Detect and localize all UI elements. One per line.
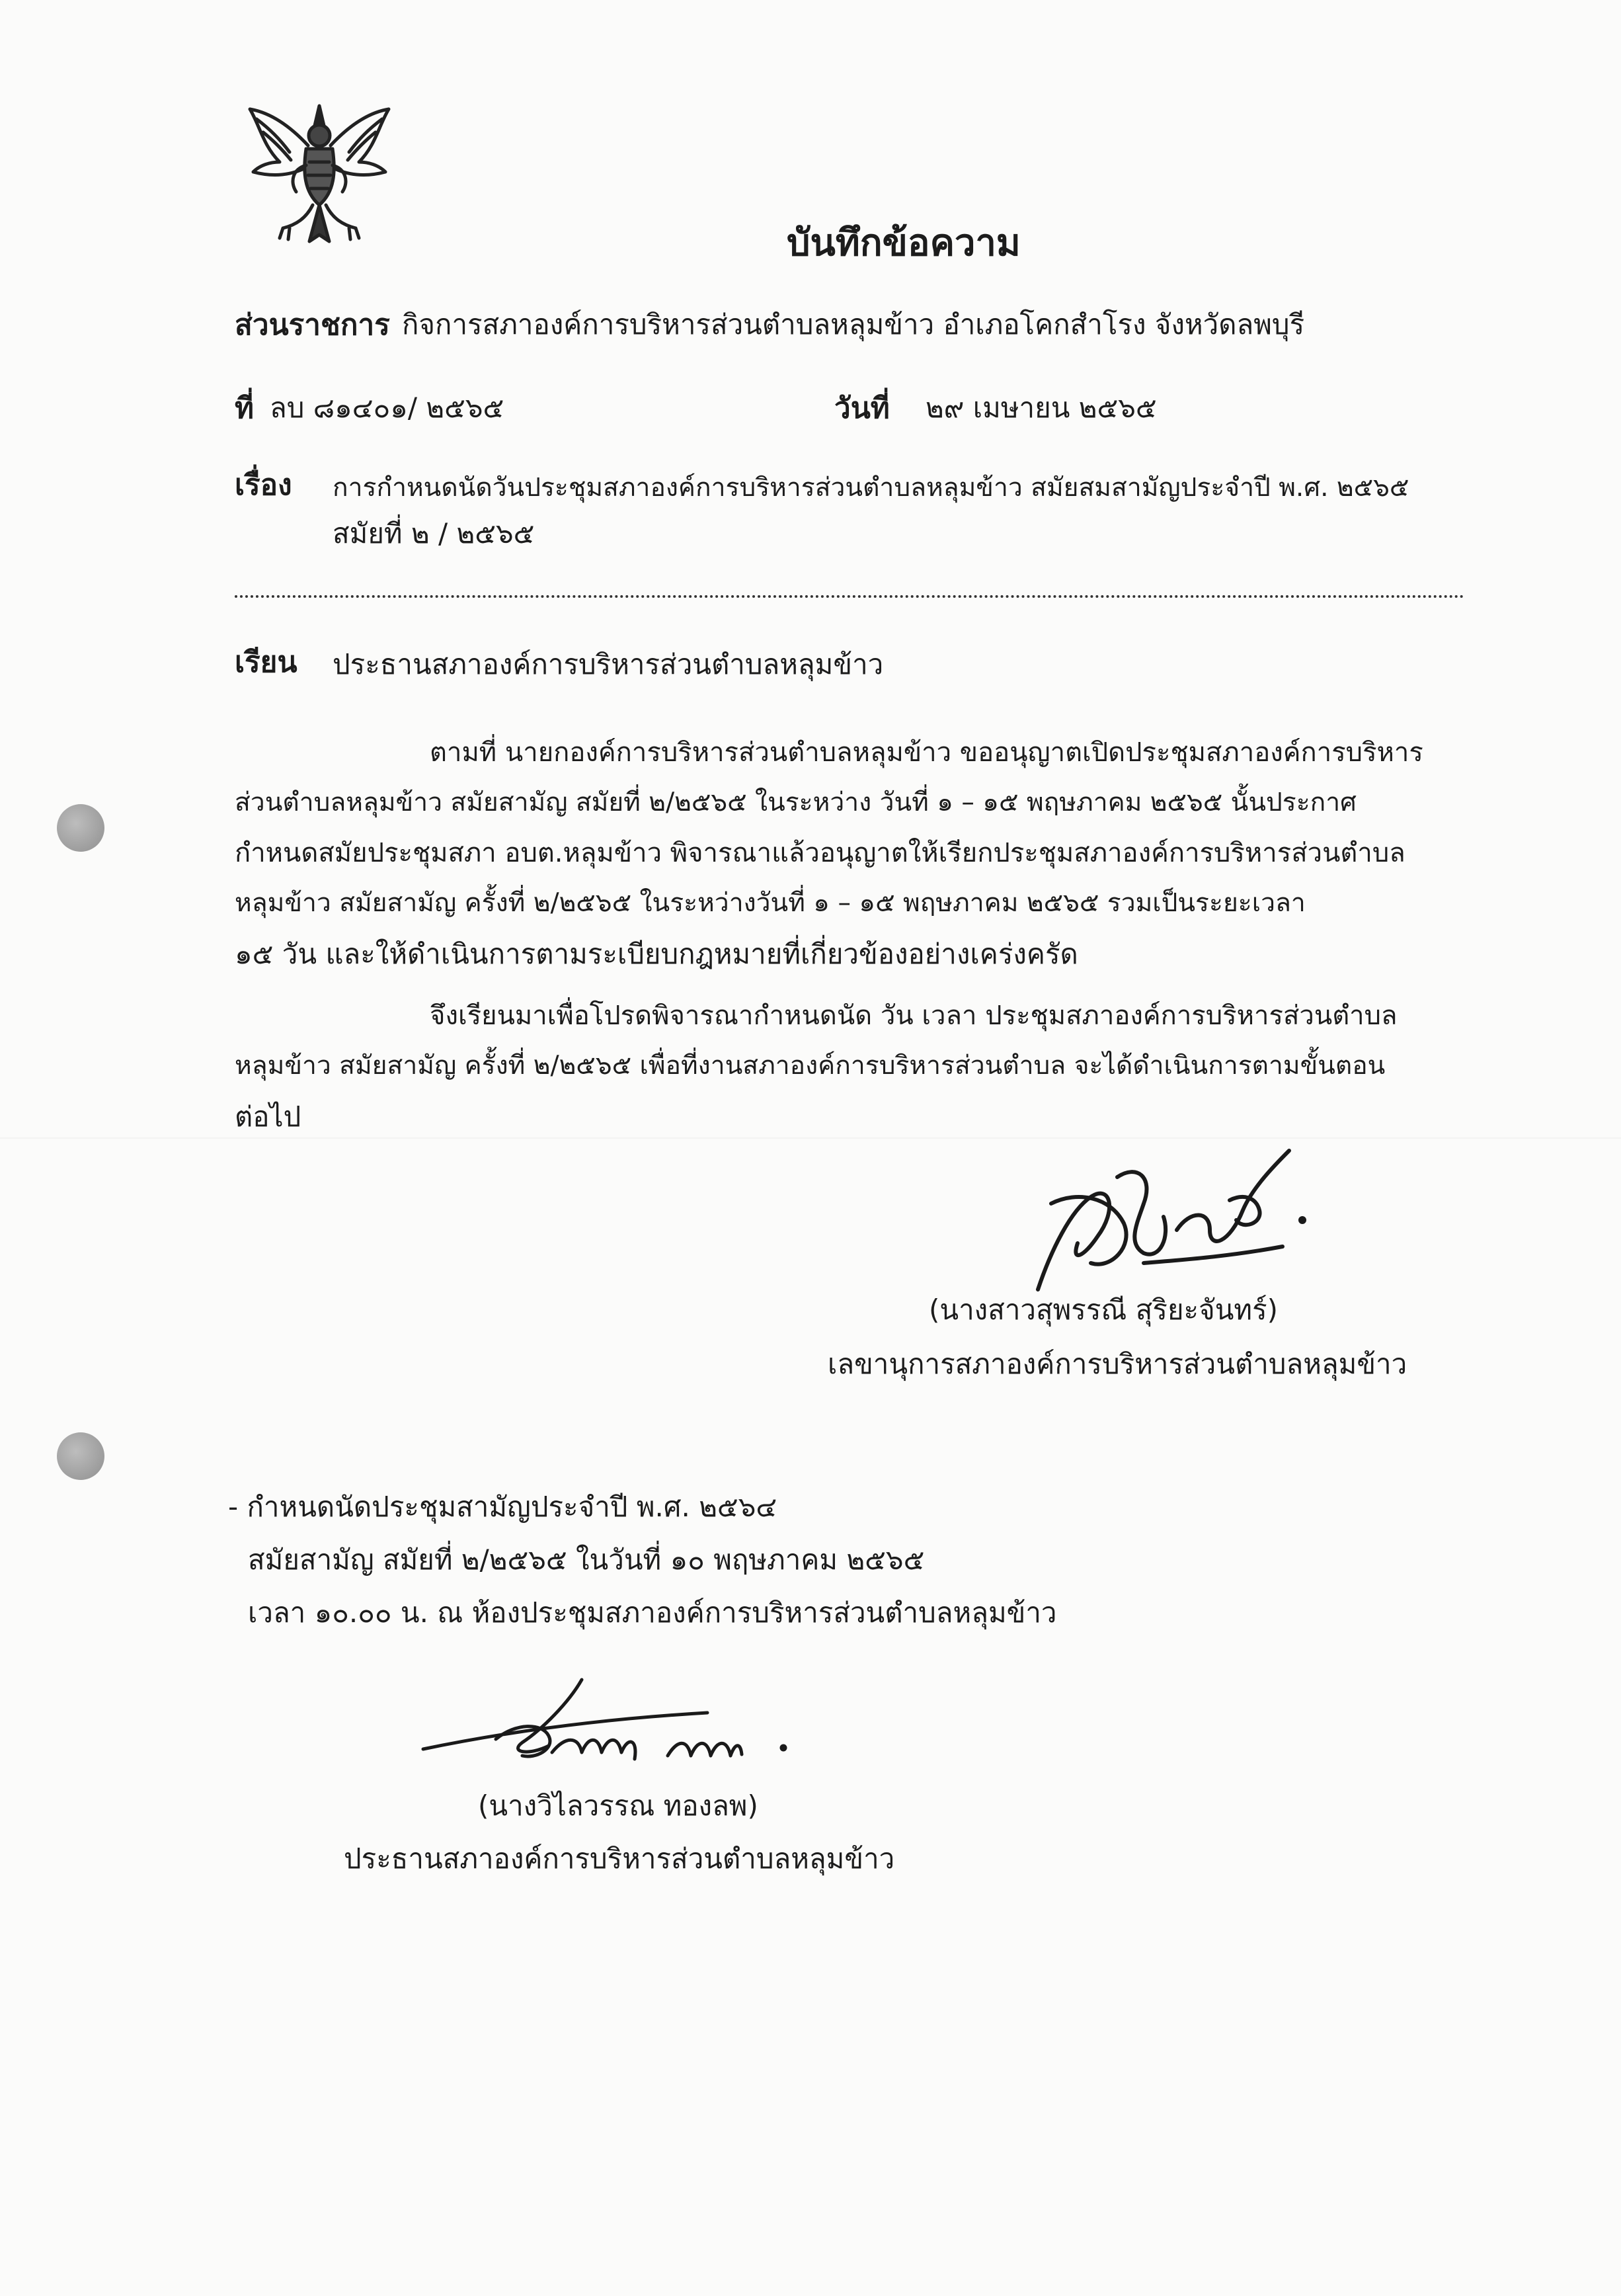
dotted-separator [235, 595, 1464, 598]
garuda-emblem-icon [243, 99, 395, 251]
agency-label: ส่วนราชการ [235, 308, 390, 342]
para1-line-4: หลุมข้าว สมัยสามัญ ครั้งที่ ๒/๒๕๖๕ ในระหว่างวันที่ ๑ – ๑๕ พฤษภาคม ๒๕๖๕ รวมเป็นระยะเวลา [235, 888, 1306, 918]
signature-secretary [1011, 1137, 1309, 1309]
to-label: เรียน [235, 645, 297, 679]
para2-line-1: จึงเรียนมาเพื่อโปรดพิจารณากำหนดนัด วัน เวลา ประชุมสภาองค์การบริหารส่วนตำบล [430, 1001, 1398, 1031]
para1-line-1: ตามที่ นายกองค์การบริหารส่วนตำบลหลุมข้าว ขออนุญาตเปิดประชุมสภาองค์การบริหาร [430, 737, 1423, 768]
subject-label: เรื่อง [235, 468, 292, 502]
date-value: ๒๙ เมษายน ๒๕๖๕ [926, 391, 1157, 424]
punch-hole-bottom [57, 1432, 104, 1480]
signature-chairperson [423, 1670, 793, 1776]
para2-line-2: หลุมข้าว สมัยสามัญ ครั้งที่ ๒/๒๕๖๕ เพื่อที่งานสภาองค์การบริหารส่วนตำบล จะได้ดำเนินการตามขั้นตอน [235, 1051, 1386, 1081]
para1-line-3: กำหนดสมัยประชุมสภา อบต.หลุมข้าว พิจารณาแล้วอนุญาตให้เรียกประชุมสภาองค์การบริหารส่วนตำบล [235, 838, 1405, 868]
subject-line-2: สมัยที่ ๒ / ๒๕๖๕ [333, 517, 535, 550]
signature1-position: เลขานุการสภาองค์การบริหารส่วนตำบลหลุมข้าว [828, 1348, 1407, 1380]
paper-crease [0, 1137, 1621, 1139]
punch-hole-top [57, 804, 104, 852]
para2-line-3: ต่อไป [235, 1100, 301, 1133]
memo-title: บันทึกข้อความ [787, 222, 1021, 265]
note-line-2: สมัยสามัญ สมัยที่ ๒/๒๕๖๕ ในวันที่ ๑๐ พฤษภาคม ๒๕๖๕ [248, 1543, 925, 1576]
date-label: วันที่ [834, 391, 890, 425]
to-value: ประธานสภาองค์การบริหารส่วนตำบลหลุมข้าว [333, 648, 884, 680]
note-line-1: - กำหนดนัดประชุมสามัญประจำปี พ.ศ. ๒๕๖๔ [228, 1491, 777, 1523]
signature2-position: ประธานสภาองค์การบริหารส่วนตำบลหลุมข้าว [344, 1842, 895, 1875]
signature2-name: (นางวิไลวรรณ ทองลพ) [478, 1789, 758, 1822]
para1-line-2: ส่วนตำบลหลุมข้าว สมัยสามัญ สมัยที่ ๒/๒๕๖๕ ในระหว่าง วันที่ ๑ – ๑๕ พฤษภาคม ๒๕๖๕ นั้นประกาศ [235, 788, 1357, 817]
note-line-3: เวลา ๑๐.๐๐ น. ณ ห้องประชุมสภาองค์การบริหารส่วนตำบลหลุมข้าว [248, 1596, 1057, 1629]
ref-value: ลบ ๘๑๔๐๑/ ๒๕๖๕ [270, 391, 504, 424]
subject-line-1: การกำหนดนัดวันประชุมสภาองค์การบริหารส่วนตำบลหลุมข้าว สมัยสมสามัญประจำปี พ.ศ. ๒๕๖๕ [333, 473, 1409, 503]
agency-value: กิจการสภาองค์การบริหารส่วนตำบลหลุมข้าว อำเภอโคกสำโรง จังหวัดลพบุรี [402, 308, 1305, 341]
ref-label: ที่ [235, 391, 255, 425]
signature1-name: (นางสาวสุพรรณี สุริยะจันทร์) [929, 1293, 1279, 1326]
para1-line-5: ๑๕ วัน และให้ดำเนินการตามระเบียบกฎหมายที่เกี่ยวข้องอย่างเคร่งครัด [235, 938, 1078, 970]
